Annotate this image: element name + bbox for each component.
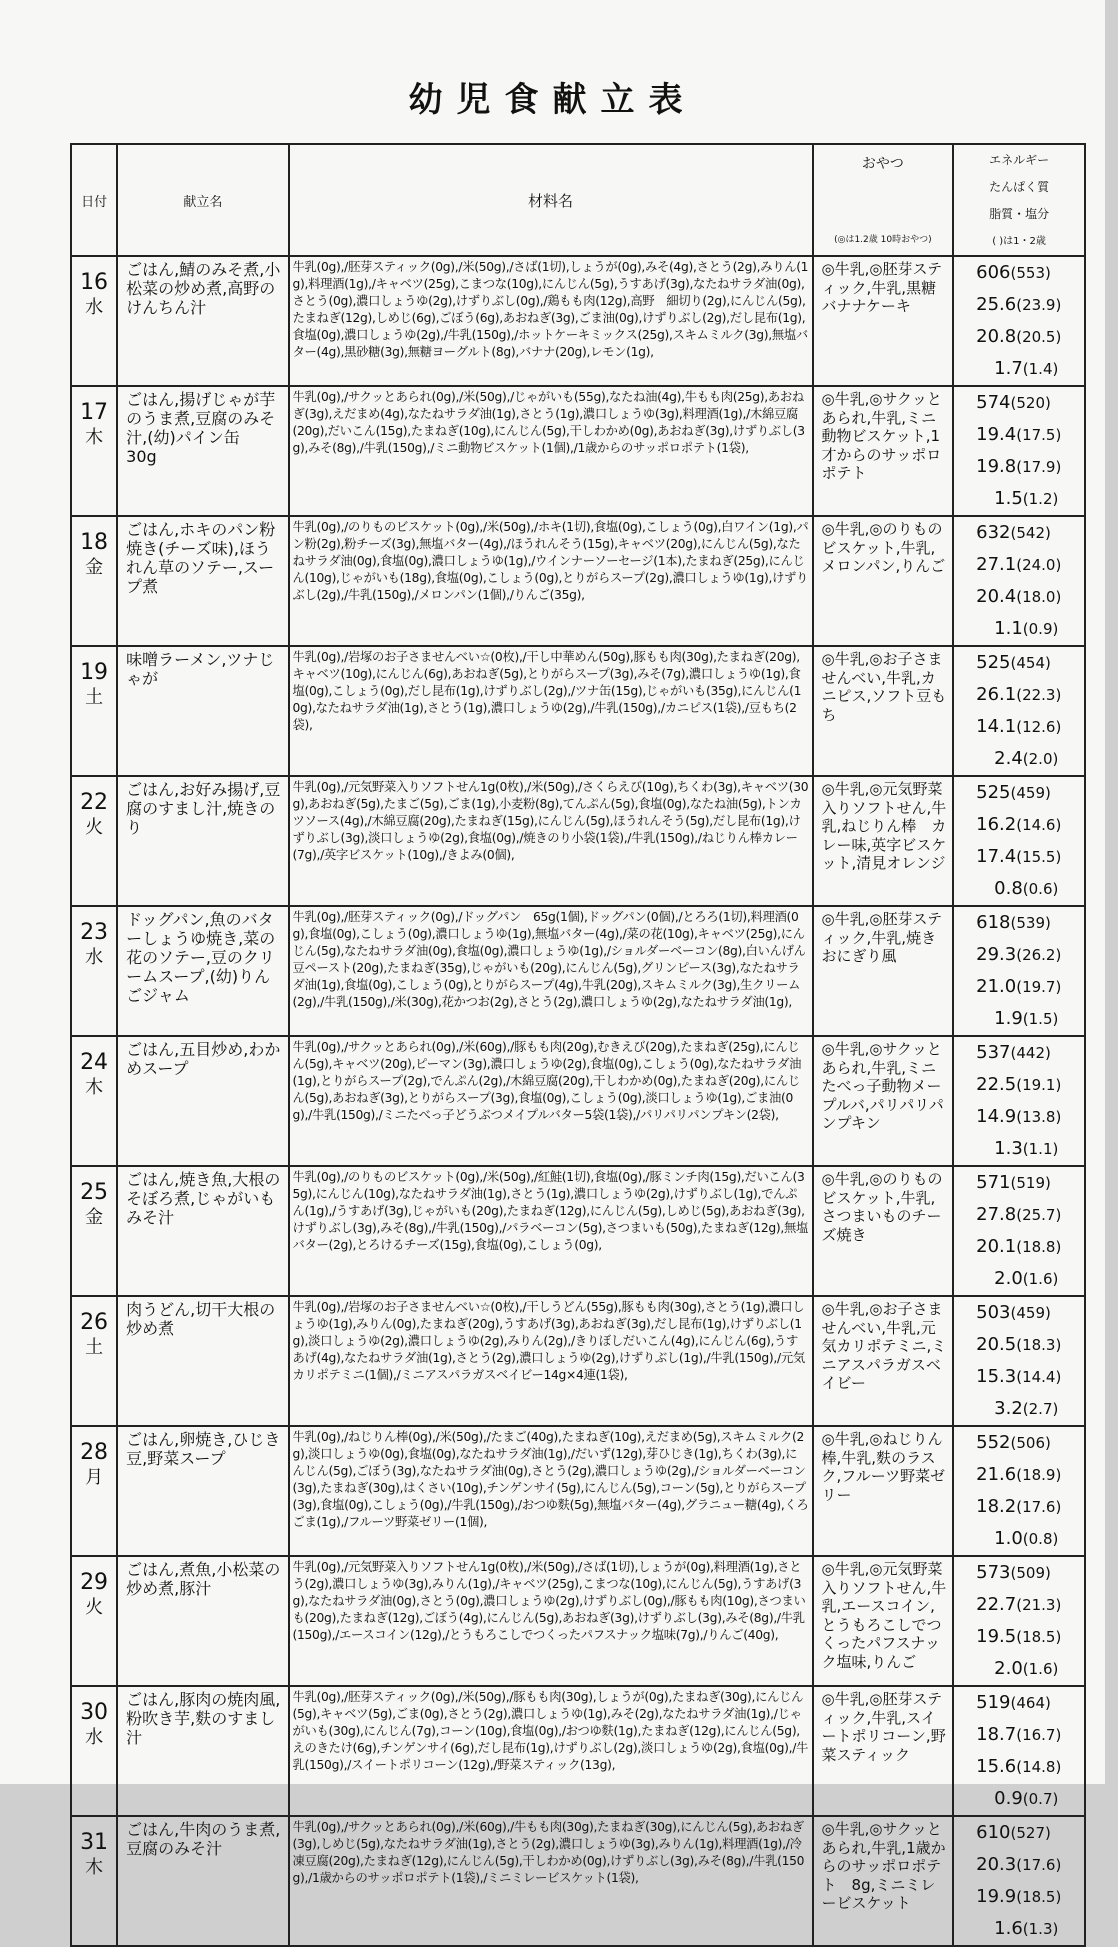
header-date: 日付 [71, 144, 117, 256]
nutrition-cell [953, 646, 1085, 776]
date-cell [71, 906, 117, 1036]
nutrition-cell [953, 1166, 1085, 1296]
menu-row [71, 1166, 1085, 1296]
dish-names: ごはん,五目炒め,わかめスープ [117, 1036, 288, 1166]
weekday: 火 [85, 1597, 104, 1618]
salt-value: 2.4(2.0) [994, 748, 1059, 769]
snack-list: ◎牛乳,◎お子さませんべい,牛乳,元気カリポテミニ,ミニアスパラガスベイビー [813, 1296, 954, 1426]
snack-list: ◎牛乳,◎お子さませんべい,牛乳,カニピス,ソフト豆もち [813, 646, 954, 776]
salt-value: 1.5(1.2) [994, 488, 1059, 509]
energy-value: 571(519) [976, 1172, 1051, 1193]
energy-value: 519(464) [976, 1692, 1051, 1713]
nutrition-cell [953, 1296, 1085, 1426]
nutrition-cell [953, 256, 1085, 386]
fat-value: 18.2(17.6) [976, 1496, 1062, 1517]
salt-value: 1.9(1.5) [994, 1008, 1059, 1029]
dish-names: ごはん,お好み揚げ,豆腐のすまし汁,焼きのり [117, 776, 288, 906]
day-number: 22 [80, 790, 109, 815]
weekday: 木 [85, 1077, 104, 1098]
dish-names: ごはん,揚げじゃが芋のうま煮,豆腐のみそ汁,(幼)パイン缶 30g [117, 386, 288, 516]
header-dish: 献立名 [117, 144, 288, 256]
dish-names: ごはん,焼き魚,大根のそぼろ煮,じゃがいもみそ汁 [117, 1166, 288, 1296]
salt-value: 1.7(1.4) [994, 358, 1059, 379]
fat-value: 14.9(13.8) [976, 1106, 1062, 1127]
fat-value: 20.1(18.8) [976, 1236, 1062, 1257]
weekday: 金 [85, 557, 104, 578]
menu-row [71, 1556, 1085, 1686]
snack-list: ◎牛乳,◎サクッとあられ,牛乳,1歳からのサッポロポテト 8g,ミニミレービスケット [813, 1816, 954, 1946]
fat-value: 19.9(18.5) [976, 1886, 1062, 1907]
weekday: 土 [85, 687, 104, 708]
nutrition-cell [953, 776, 1085, 906]
date-cell [71, 386, 117, 516]
nutrition-cell [953, 1556, 1085, 1686]
menu-row [71, 256, 1085, 386]
menu-row [71, 516, 1085, 646]
protein-value: 20.3(17.6) [976, 1854, 1062, 1875]
energy-value: 573(509) [976, 1562, 1051, 1583]
weekday: 水 [85, 297, 104, 318]
materials-list: 牛乳(0g),/ねじりん棒(0g),/米(50g),/たまご(40g),たまねぎ(10g),えだまめ(5g),スキムミルク(2g),淡口しょうゆ(0g),食塩(0g),なたねサラダ油(1g),/だいず(12g),芽ひじき(1g),ちくわ(3g),にんじん(5g),ごぼう(3g),なたねサラダ油(0g),さとう(2g),濃口しょうゆ(2g),/ショルダーベーコン(3g),たまねぎ(30g),はくさい(10g),チンゲンサイ(5g),にんじん(5g),コーン(5g),とりがらスープ(3g),食塩(0g),こしょう(0g),/牛乳(150g),/おつゆ麩(5g),無塩バター(4g),グラニュー糖(4g),くろごま(1g),/フルーツ野菜ゼリー(1個), [289, 1426, 813, 1556]
day-number: 28 [80, 1440, 109, 1465]
nutrition-cell [953, 906, 1085, 1036]
materials-list: 牛乳(0g),/元気野菜入りソフトせん1g(0枚),/米(50g),/さくらえび(10g),ちくわ(3g),キャベツ(30g),あおねぎ(5g),たまご(5g),ごま(1g),小麦粉(8g),てんぷん(5g),食塩(0g),なたね油(5g),トンカツソース(4g),/木綿豆腐(20g),たまねぎ(15g),にんじん(5g),ほうれんそう(5g),だし昆布(1g),けずりぶし(3g),淡口しょうゆ(2g),食塩(0g),/焼きのり小袋(1袋),/牛乳(150g),/ねじりん棒カレー(7g),/英字ビスケット(10g),/きよみ(0個), [289, 776, 813, 906]
nutrition-cell [953, 1686, 1085, 1816]
header-fat-line: 脂質・塩分 [989, 207, 1050, 221]
nutrition-cell [953, 386, 1085, 516]
day-number: 23 [80, 920, 109, 945]
materials-list: 牛乳(0g),/胚芽スティック(0g),/米(50g),/さば(1切),しょうが(0g),みそ(4g),さとう(2g),みりん(1g),料理酒(1g),/キャベツ(25g),こまつな(10g),にんじん(5g),うすあげ(3g),なたねサラダ油(0g),さとう(0g),濃口しょうゆ(2g),けずりぶし(0g),/鶏もも肉(12g),高野 細切り(2g),にんじん(5g),たまねぎ(12g),しめじ(6g),ごぼう(6g),あおねぎ(3g),ごま油(0g),けずりぶし(2g),だし昆布(1g),食塩(0g),濃口しょうゆ(2g),/牛乳(150g),/ホットケーキミックス(25g),スキムミルク(3g),無塩バター(4g),黒砂糖(3g),無糖ヨーグルト(8g),バナナ(20g),レモン(1g), [289, 256, 813, 386]
page-title: 幼児食献立表 [408, 80, 697, 120]
day-number: 26 [80, 1310, 109, 1335]
snack-list: ◎牛乳,◎のりものビスケット,牛乳,メロンパン,りんご [813, 516, 954, 646]
weekday: 火 [85, 817, 104, 838]
energy-value: 606(553) [976, 262, 1051, 283]
header-age-note: ( )は1・2歳 [992, 236, 1046, 247]
menu-row [71, 646, 1085, 776]
dish-names: ごはん,卵焼き,ひじき豆,野菜スープ [117, 1426, 288, 1556]
snack-list: ◎牛乳,◎元気野菜入りソフトせん,牛乳,エースコイン,とうもろこしでつくったパフスナック塩味,りんご [813, 1556, 954, 1686]
materials-list: 牛乳(0g),/のりものビスケット(0g),/米(50g),/ホキ(1切),食塩(0g),こしょう(0g),白ワイン(1g),パン粉(2g),粉チーズ(3g),無塩バター(4g),/ほうれんそう(15g),キャベツ(20g),にんじん(5g),なたねサラダ油(0g),食塩(0g),濃口しょうゆ(1g),/ウインナーソーセージ(1本),たまねぎ(25g),にんじん(10g),じゃがいも(18g),食塩(0g),こしょう(0g),とりがらスープ(2g),濃口しょうゆ(1g),けずりぶし(2g),/牛乳(150g),/メロンパン(1個),/りんご(35g), [289, 516, 813, 646]
date-cell [71, 646, 117, 776]
salt-value: 1.6(1.3) [994, 1918, 1059, 1939]
snack-list: ◎牛乳,◎胚芽スティック,牛乳,焼きおにぎり風 [813, 906, 954, 1036]
date-cell [71, 256, 117, 386]
energy-value: 632(542) [976, 522, 1051, 543]
weekday: 木 [85, 427, 104, 448]
menu-table [70, 143, 1086, 1947]
menu-row [71, 1686, 1085, 1816]
date-cell [71, 516, 117, 646]
menu-row [71, 1296, 1085, 1426]
menu-row [71, 906, 1085, 1036]
protein-value: 20.5(18.3) [976, 1334, 1062, 1355]
protein-value: 22.5(19.1) [976, 1074, 1062, 1095]
materials-list: 牛乳(0g),/サクッとあられ(0g),/米(60g),/牛もも肉(30g),たまねぎ(30g),にんじん(5g),あおねぎ(3g),しめじ(5g),なたねサラダ油(1g),さとう(2g),濃口しょうゆ(3g),みりん(1g),料理酒(1g),/冷凍豆腐(20g),たまねぎ(12g),にんじん(5g),干しわかめ(0g),けずりぶし(3g),みそ(8g),/牛乳(150g),/1歳からのサッポロポテト(1袋),/ミニミレービスケット(1袋), [289, 1816, 813, 1946]
energy-value: 525(459) [976, 782, 1051, 803]
header-energy-line: エネルギー [989, 153, 1050, 167]
nutrition-cell [953, 1816, 1085, 1946]
weekday: 月 [85, 1467, 104, 1488]
date-cell [71, 1816, 117, 1946]
header-snack-label: おやつ [861, 156, 904, 172]
energy-value: 618(539) [976, 912, 1051, 933]
materials-list: 牛乳(0g),/岩塚のお子さませんべい☆(0枚),/干しうどん(55g),豚もも肉(30g),さとう(1g),濃口しょうゆ(1g),みりん(0g),たまねぎ(20g),うすあげ(3g),あおねぎ(3g),だし昆布(1g),けずりぶし(1g),淡口しょうゆ(2g),濃口しょうゆ(2g),みりん(2g),/きりぼしだいこん(4g),にんじん(6g),うすあげ(4g),なたねサラダ油(1g),さとう(2g),濃口しょうゆ(2g),けずりぶし(1g),/牛乳(150g),/元気カリポテミニ(1個),/ミニアスパラガスベイビー14g×4連(1袋), [289, 1296, 813, 1426]
date-cell [71, 1426, 117, 1556]
weekday: 水 [85, 947, 104, 968]
header-snack-note: (◎は1.2歳 10時おやつ) [834, 235, 932, 245]
menu-row [71, 386, 1085, 516]
protein-value: 18.7(16.7) [976, 1724, 1062, 1745]
dish-names: ごはん,豚肉の焼肉風,粉吹き芋,麩のすまし汁 [117, 1686, 288, 1816]
protein-value: 27.1(24.0) [976, 554, 1062, 575]
energy-value: 537(442) [976, 1042, 1051, 1063]
fat-value: 20.8(20.5) [976, 326, 1062, 347]
date-cell [71, 1036, 117, 1166]
date-cell [71, 776, 117, 906]
salt-value: 1.1(0.9) [994, 618, 1059, 639]
fat-value: 17.4(15.5) [976, 846, 1062, 867]
materials-list: 牛乳(0g),/サクッとあられ(0g),/米(60g),/豚もも肉(20g),むきえび(20g),たまねぎ(25g),にんじん(5g),キャベツ(20g),ピーマン(3g),濃口しょうゆ(2g),食塩(0g),こしょう(0g),なたねサラダ油(1g),とりがらスープ(2g),でんぷん(2g),/木綿豆腐(20g),干しわかめ(0g),たまねぎ(20g),にんじん(5g),あおねぎ(3g),とりがらスープ(3g),食塩(0g),こしょう(0g),淡口しょうゆ(1g),ごま油(0g),/牛乳(150g),/ミニたべっ子どうぶつメイプルバター5袋(1袋),/パリパリパンプキン(2袋), [289, 1036, 813, 1166]
protein-value: 22.7(21.3) [976, 1594, 1062, 1615]
energy-value: 503(459) [976, 1302, 1051, 1323]
header-protein-line: たんぱく質 [989, 180, 1050, 194]
snack-list: ◎牛乳,◎胚芽スティック,牛乳,スイートポリコーン,野菜スティック [813, 1686, 954, 1816]
protein-value: 19.4(17.5) [976, 424, 1062, 445]
day-number: 25 [80, 1180, 109, 1205]
nutrition-cell [953, 1426, 1085, 1556]
header-row [71, 144, 1085, 256]
dish-names: 味噌ラーメン,ツナじゃが [117, 646, 288, 776]
protein-value: 26.1(22.3) [976, 684, 1062, 705]
protein-value: 27.8(25.7) [976, 1204, 1062, 1225]
materials-list: 牛乳(0g),/サクッとあられ(0g),/米(50g),/じゃがいも(55g),なたね油(4g),牛もも肉(25g),あおねぎ(3g),えだまめ(4g),なたねサラダ油(1g),さとう(1g),濃口しょうゆ(3g),料理酒(1g),/木綿豆腐(20g),だいこん(15g),たまねぎ(10g),にんじん(5g),干しわかめ(0g),あおねぎ(3g),けずりぶし(3g),みそ(8g),/牛乳(150g),/ミニ動物ビスケット(1個),/1歳からのサッポロポテト(1袋), [289, 386, 813, 516]
salt-value: 2.0(1.6) [994, 1658, 1059, 1679]
dish-names: ごはん,煮魚,小松菜の炒め煮,豚汁 [117, 1556, 288, 1686]
dish-names: ごはん,牛肉のうま煮,豆腐のみそ汁 [117, 1816, 288, 1946]
salt-value: 2.0(1.6) [994, 1268, 1059, 1289]
fat-value: 14.1(12.6) [976, 716, 1062, 737]
snack-list: ◎牛乳,◎のりものビスケット,牛乳,さつまいものチーズ焼き [813, 1166, 954, 1296]
date-cell [71, 1686, 117, 1816]
date-cell [71, 1296, 117, 1426]
fat-value: 21.0(19.7) [976, 976, 1062, 997]
date-cell [71, 1166, 117, 1296]
dish-names: 肉うどん,切干大根の炒め煮 [117, 1296, 288, 1426]
weekday: 水 [85, 1727, 104, 1748]
protein-value: 16.2(14.6) [976, 814, 1062, 835]
snack-list: ◎牛乳,◎サクッとあられ,牛乳,ミニ動物ビスケット,1才からのサッポロポテト [813, 386, 954, 516]
snack-list: ◎牛乳,◎胚芽スティック,牛乳,黒糖バナナケーキ [813, 256, 954, 386]
salt-value: 0.8(0.6) [994, 878, 1059, 899]
header-energy [953, 144, 1085, 256]
salt-value: 0.9(0.7) [994, 1788, 1059, 1809]
date-cell [71, 1556, 117, 1686]
menu-row [71, 776, 1085, 906]
fat-value: 20.4(18.0) [976, 586, 1062, 607]
fat-value: 15.6(14.8) [976, 1756, 1062, 1777]
materials-list: 牛乳(0g),/岩塚のお子さませんべい☆(0枚),/干し中華めん(50g),豚もも肉(30g),たまねぎ(20g),キャベツ(10g),にんじん(6g),あおねぎ(5g),とりがらスープ(3g),みそ(7g),濃口しょうゆ(1g),食塩(0g),こしょう(0g),だし昆布(1g),けずりぶし(2g),/ツナ缶(15g),じゃがいも(35g),にんじん(10g),なたねサラダ油(1g),さとう(1g),濃口しょうゆ(2g),/牛乳(150g),/カニピス(1袋),/豆もち(2袋), [289, 646, 813, 776]
salt-value: 3.2(2.7) [994, 1398, 1059, 1419]
header-snack [813, 144, 954, 256]
menu-row [71, 1036, 1085, 1166]
protein-value: 25.6(23.9) [976, 294, 1062, 315]
day-number: 24 [80, 1050, 109, 1075]
salt-value: 1.0(0.8) [994, 1528, 1059, 1549]
day-number: 18 [80, 530, 109, 555]
nutrition-cell [953, 1036, 1085, 1166]
fat-value: 19.5(18.5) [976, 1626, 1062, 1647]
energy-value: 552(506) [976, 1432, 1051, 1453]
energy-value: 574(520) [976, 392, 1051, 413]
snack-list: ◎牛乳,◎サクッとあられ,牛乳,ミニたべっ子動物メープルバ,パリパリパンプキン [813, 1036, 954, 1166]
materials-list: 牛乳(0g),/のりものビスケット(0g),/米(50g),/紅鮭(1切),食塩(0g),/豚ミンチ肉(15g),だいこん(35g),にんじん(10g),なたねサラダ油(1g),さとう(1g),濃口しょうゆ(2g),けずりぶし(1g),でんぷん(1g),/うすあげ(3g),じゃがいも(20g),たまねぎ(12g),にんじん(5g),しめじ(5g),あおねぎ(3g),けずりぶし(3g),みそ(8g),/牛乳(150g),/パラベーコン(5g),さつまいも(50g),たまねぎ(12g),無塩バター(2g),とろけるチーズ(15g),食塩(0g),こしょう(0g), [289, 1166, 813, 1296]
materials-list: 牛乳(0g),/元気野菜入りソフトせん1g(0枚),/米(50g),/さば(1切),しょうが(0g),料理酒(1g),さとう(2g),濃口しょうゆ(3g),みりん(1g),/キャベツ(25g),こまつな(10g),にんじん(5g),うすあげ(3g),なたねサラダ油(0g),さとう(0g),濃口しょうゆ(2g),けずりぶし(0g),/豚もも肉(10g),さつまいも(20g),たまねぎ(12g),ごぼう(4g),にんじん(5g),あおねぎ(3g),けずりぶし(3g),みそ(8g),/牛乳(150g),/エースコイン(12g),/とうもろこしでつくったパフスナック塩味(7g),/りんご(40g), [289, 1556, 813, 1686]
day-number: 19 [80, 660, 109, 685]
snack-list: ◎牛乳,◎元気野菜入りソフトせん,牛乳,ねじりん棒 カレー味,英字ビスケット,清見オレンジ [813, 776, 954, 906]
day-number: 17 [80, 400, 109, 425]
dish-names: ごはん,鯖のみそ煮,小松菜の炒め煮,高野のけんちん汁 [117, 256, 288, 386]
day-number: 29 [80, 1570, 109, 1595]
energy-value: 525(454) [976, 652, 1051, 673]
energy-value: 610(527) [976, 1822, 1051, 1843]
menu-row [71, 1426, 1085, 1556]
weekday: 金 [85, 1207, 104, 1228]
snack-list: ◎牛乳,◎ねじりん棒,牛乳,麩のラスク,フルーツ野菜ゼリー [813, 1426, 954, 1556]
materials-list: 牛乳(0g),/胚芽スティック(0g),/米(50g),/豚もも肉(30g),しょうが(0g),たまねぎ(30g),にんじん(5g),キャベツ(5g),ごま(0g),さとう(2g),濃口しょうゆ(1g),みそ(2g),なたねサラダ油(1g),/じゃがいも(30g),にんじん(7g),コーン(10g),食塩(0g),/おつゆ麩(1g),たまねぎ(12g),にんじん(5g),えのきたけ(6g),チンゲンサイ(6g),だし昆布(1g),けずりぶし(2g),淡口しょうゆ(2g),食塩(0g),/牛乳(150g),/スイートポリコーン(12g),/野菜スティック(13g), [289, 1686, 813, 1816]
day-number: 31 [80, 1830, 109, 1855]
salt-value: 1.3(1.1) [994, 1138, 1059, 1159]
protein-value: 21.6(18.9) [976, 1464, 1062, 1485]
header-materials: 材料名 [289, 144, 813, 256]
day-number: 30 [80, 1700, 109, 1725]
nutrition-cell [953, 516, 1085, 646]
day-number: 16 [80, 270, 109, 295]
weekday: 土 [85, 1337, 104, 1358]
protein-value: 29.3(26.2) [976, 944, 1062, 965]
weekday: 木 [85, 1857, 104, 1878]
menu-row [71, 1816, 1085, 1946]
fat-value: 19.8(17.9) [976, 456, 1062, 477]
fat-value: 15.3(14.4) [976, 1366, 1062, 1387]
dish-names: ごはん,ホキのパン粉焼き(チーズ味),ほうれん草のソテー,スープ煮 [117, 516, 288, 646]
dish-names: ドッグパン,魚のバターしょうゆ焼き,菜の花のソテー,豆のクリームスープ,(幼)りんごジャム [117, 906, 288, 1036]
materials-list: 牛乳(0g),/胚芽スティック(0g),/ドッグパン 65g(1個),ドッグパン(0個),/とろろ(1切),料理酒(0g),食塩(0g),こしょう(0g),濃口しょうゆ(1g),無塩バター(4g),/菜の花(10g),キャベツ(25g),にんじん(5g),なたねサラダ油(0g),食塩(0g),濃口しょうゆ(1g),/ショルダーベーコン(8g),白いんげん豆ペースト(20g),たまねぎ(35g),じゃがいも(20g),にんじん(5g),グリンピース(3g),なたねサラダ油(1g),食塩(0g),こしょう(0g),とりがらスープ(4g),牛乳(20g),スキムミルク(3g),生クリーム(2g),/牛乳(150g),/米(30g),花かつお(2g),さとう(2g),濃口しょうゆ(2g),なたねサラダ油(1g), [289, 906, 813, 1036]
